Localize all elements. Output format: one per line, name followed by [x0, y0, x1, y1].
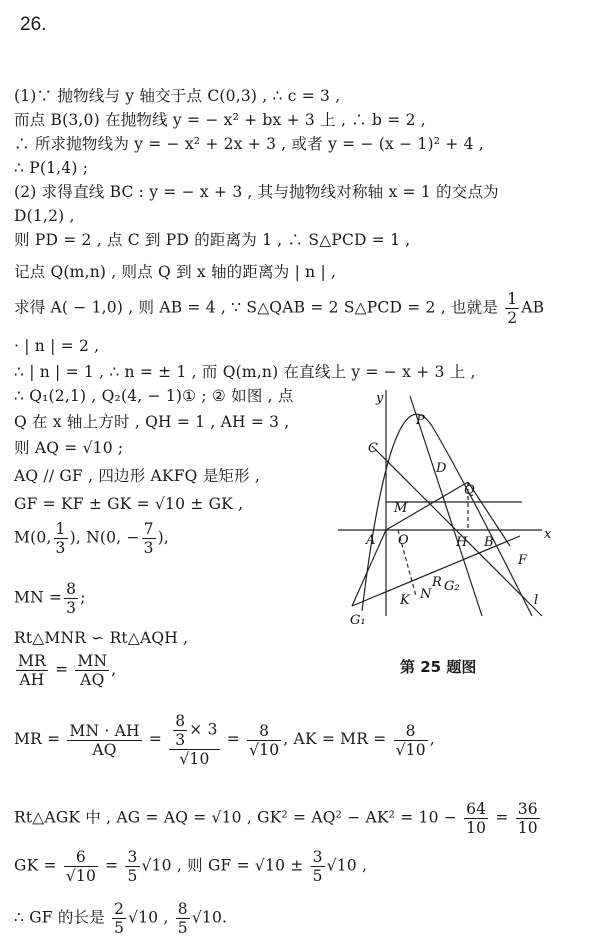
half-fraction: $\frac{1}{2}$: [507, 290, 518, 327]
solution-line-14: 则 AQ = √10 ;: [14, 439, 124, 457]
m-fraction: $\frac{1}{3}$: [55, 520, 66, 557]
fig-label-g2: G₂: [444, 579, 460, 594]
ab-label: AB: [521, 298, 545, 317]
mn-end: ;: [80, 588, 86, 607]
ak-label: , AK = MR =: [283, 730, 387, 748]
fig-label-p: P: [416, 413, 425, 428]
fig-label-l: l: [534, 593, 539, 608]
solution-line-1: (1)∵ 抛物线与 y 轴交于点 C(0,3) , ∴ c = 3 ,: [14, 87, 341, 105]
gf-fraction-2: $\frac{8}{5}$: [177, 900, 188, 937]
ak-fraction: $\frac{8}{√10}$: [395, 721, 426, 759]
solution-line-3: ∴ 所求抛物线为 y = − x² + 2x + 3 , 或者 y = − (x − 1)² + 4 ,: [14, 135, 484, 153]
mr-fraction-2: $\frac{8}{3}$ × 3 √10: [169, 712, 219, 768]
solution-line-17: [14, 520, 169, 557]
solution-line-5: (2) 求得直线 BC : y = − x + 3 , 其与抛物线对称轴 x = 1 的交点为: [14, 183, 499, 201]
fig-label-b: B: [484, 535, 494, 550]
fig-label-a: A: [366, 533, 376, 548]
gk-mid: √10 , 则 GF = √10 ±: [141, 856, 304, 875]
mn-label: MN =: [14, 588, 63, 607]
fig-label-r: R: [432, 575, 442, 590]
mr-inner-fraction: $\frac{8}{3}$: [175, 712, 186, 749]
solution-line-6: D(1,2) ,: [14, 207, 75, 225]
answer-label: ∴ GF 的长是: [14, 908, 105, 927]
ratio-end: ,: [111, 660, 117, 679]
solution-line-2: 而点 B(3,0) 在抛物线 y = − x² + bx + 3 上 , ∴ b = 2 ,: [14, 111, 426, 129]
fig-label-n: N: [420, 587, 432, 602]
solution-line-9: [14, 290, 544, 327]
gk-fraction-2: $\frac{3}{5}$: [127, 848, 138, 885]
fig-label-q: Q: [464, 483, 475, 498]
solution-line-7: 则 PD = 2 , 点 C 到 PD 的距离为 1 , ∴ S△PCD = 1 ,: [14, 231, 411, 249]
n-point-label: ), N(0, −: [69, 528, 140, 547]
gk-fraction-3: $\frac{3}{5}$: [312, 848, 323, 885]
fig-label-d: D: [436, 461, 447, 476]
line-gf: [352, 536, 520, 606]
solution-line-24: [14, 900, 227, 937]
solution-line-8: 记点 Q(m,n) , 则点 Q 到 x 轴的距离为 | n | ,: [14, 263, 337, 281]
figure-caption: 第 25 题图: [400, 658, 477, 676]
fig-label-k: K: [400, 593, 410, 608]
gk-label: GK =: [14, 856, 57, 875]
solution-line-11: ∴ | n | = 1 , ∴ n = ± 1 , 而 Q(m,n) 在直线上 y = − x + 3 上 ,: [14, 363, 476, 381]
fig-label-o: O: [398, 533, 409, 548]
gf-mid: √10 ,: [128, 908, 169, 927]
fig-label-y: y: [376, 391, 384, 406]
fig-label-h: H: [456, 535, 468, 550]
n-end: ),: [157, 528, 170, 547]
solution-line-23: GK = $\frac{6}{√10}$ = $\frac{3}{5}$ √10 , 则 GF = √10 ± $\frac{3}{5}$ √10 ,: [14, 848, 368, 885]
solution-line-18: [14, 580, 86, 617]
gk-end: √10 ,: [326, 856, 368, 875]
question-number: 26.: [20, 14, 47, 35]
m-point-label: M(0,: [14, 528, 52, 547]
gk-fraction-1: $\frac{6}{√10}$: [65, 848, 97, 885]
mr-label: MR =: [14, 730, 61, 748]
mr-fraction-3: $\frac{8}{√10}$: [249, 721, 280, 759]
mn-aq-fraction: $\frac{MN}{AQ}$: [77, 652, 108, 689]
mr-fraction-1: $\frac{MN \cdot AH}{AQ}$: [69, 721, 140, 759]
line9-text: 求得 A( − 1,0) , 则 AB = 4 , ∵ S△QAB = 2 S△PCD = 2 , 也就是: [14, 298, 499, 317]
n-fraction: $\frac{7}{3}$: [143, 520, 154, 557]
solution-line-16: GF = KF ± GK = √10 ± GK ,: [14, 495, 244, 513]
fig-label-m: M: [394, 501, 408, 516]
fig-label-c: C: [368, 441, 378, 456]
gk-squared-text: Rt△AGK 中 , AG = AQ = √10 , GK² = AQ² − AK² = 10 −: [14, 808, 457, 827]
fig-label-x: x: [544, 527, 552, 542]
geometry-figure: [332, 386, 568, 636]
gf-end: √10.: [191, 908, 228, 927]
ak-end: ,: [429, 730, 435, 748]
solution-line-19: Rt△MNR ∽ Rt△AQH ,: [14, 629, 189, 647]
fig-label-f: F: [518, 553, 528, 568]
mr-ah-fraction: $\frac{MR}{AH}$: [18, 652, 46, 689]
solution-line-20: $\frac{MR}{AH}$ = $\frac{MN}{AQ}$ ,: [18, 652, 117, 689]
mn-fraction: $\frac{8}{3}$: [66, 580, 77, 617]
solution-line-4: ∴ P(1,4) ;: [14, 159, 89, 177]
solution-line-22: Rt△AGK 中 , AG = AQ = √10 , GK² = AQ² − AK² = 10 − $\frac{64}{10}$ = $\frac{36}{10}$: [14, 800, 538, 837]
solution-line-12: ∴ Q₁(2,1) , Q₂(4, − 1)① ; ② 如图 , 点: [14, 387, 294, 405]
gf-fraction-1: $\frac{2}{5}$: [114, 900, 125, 937]
solution-line-13: Q 在 x 轴上方时 , QH = 1 , AH = 3 ,: [14, 413, 290, 431]
fig-label-g1: G₁: [350, 613, 366, 628]
solution-line-21: MR = $\frac{MN \cdot AH}{AQ}$ = $\frac{8}{3}$ × 3 √10 = $\frac{8}{√10}$ , AK = MR = $\frac{8}{√10}$ ,: [14, 712, 435, 768]
gk-fraction-a: $\frac{64}{10}$: [466, 800, 487, 837]
solution-line-10: · | n | = 2 ,: [14, 337, 100, 355]
gk-fraction-b: $\frac{36}{10}$: [517, 800, 538, 837]
solution-line-15: AQ // GF , 四边形 AKFQ 是矩形 ,: [14, 467, 261, 485]
